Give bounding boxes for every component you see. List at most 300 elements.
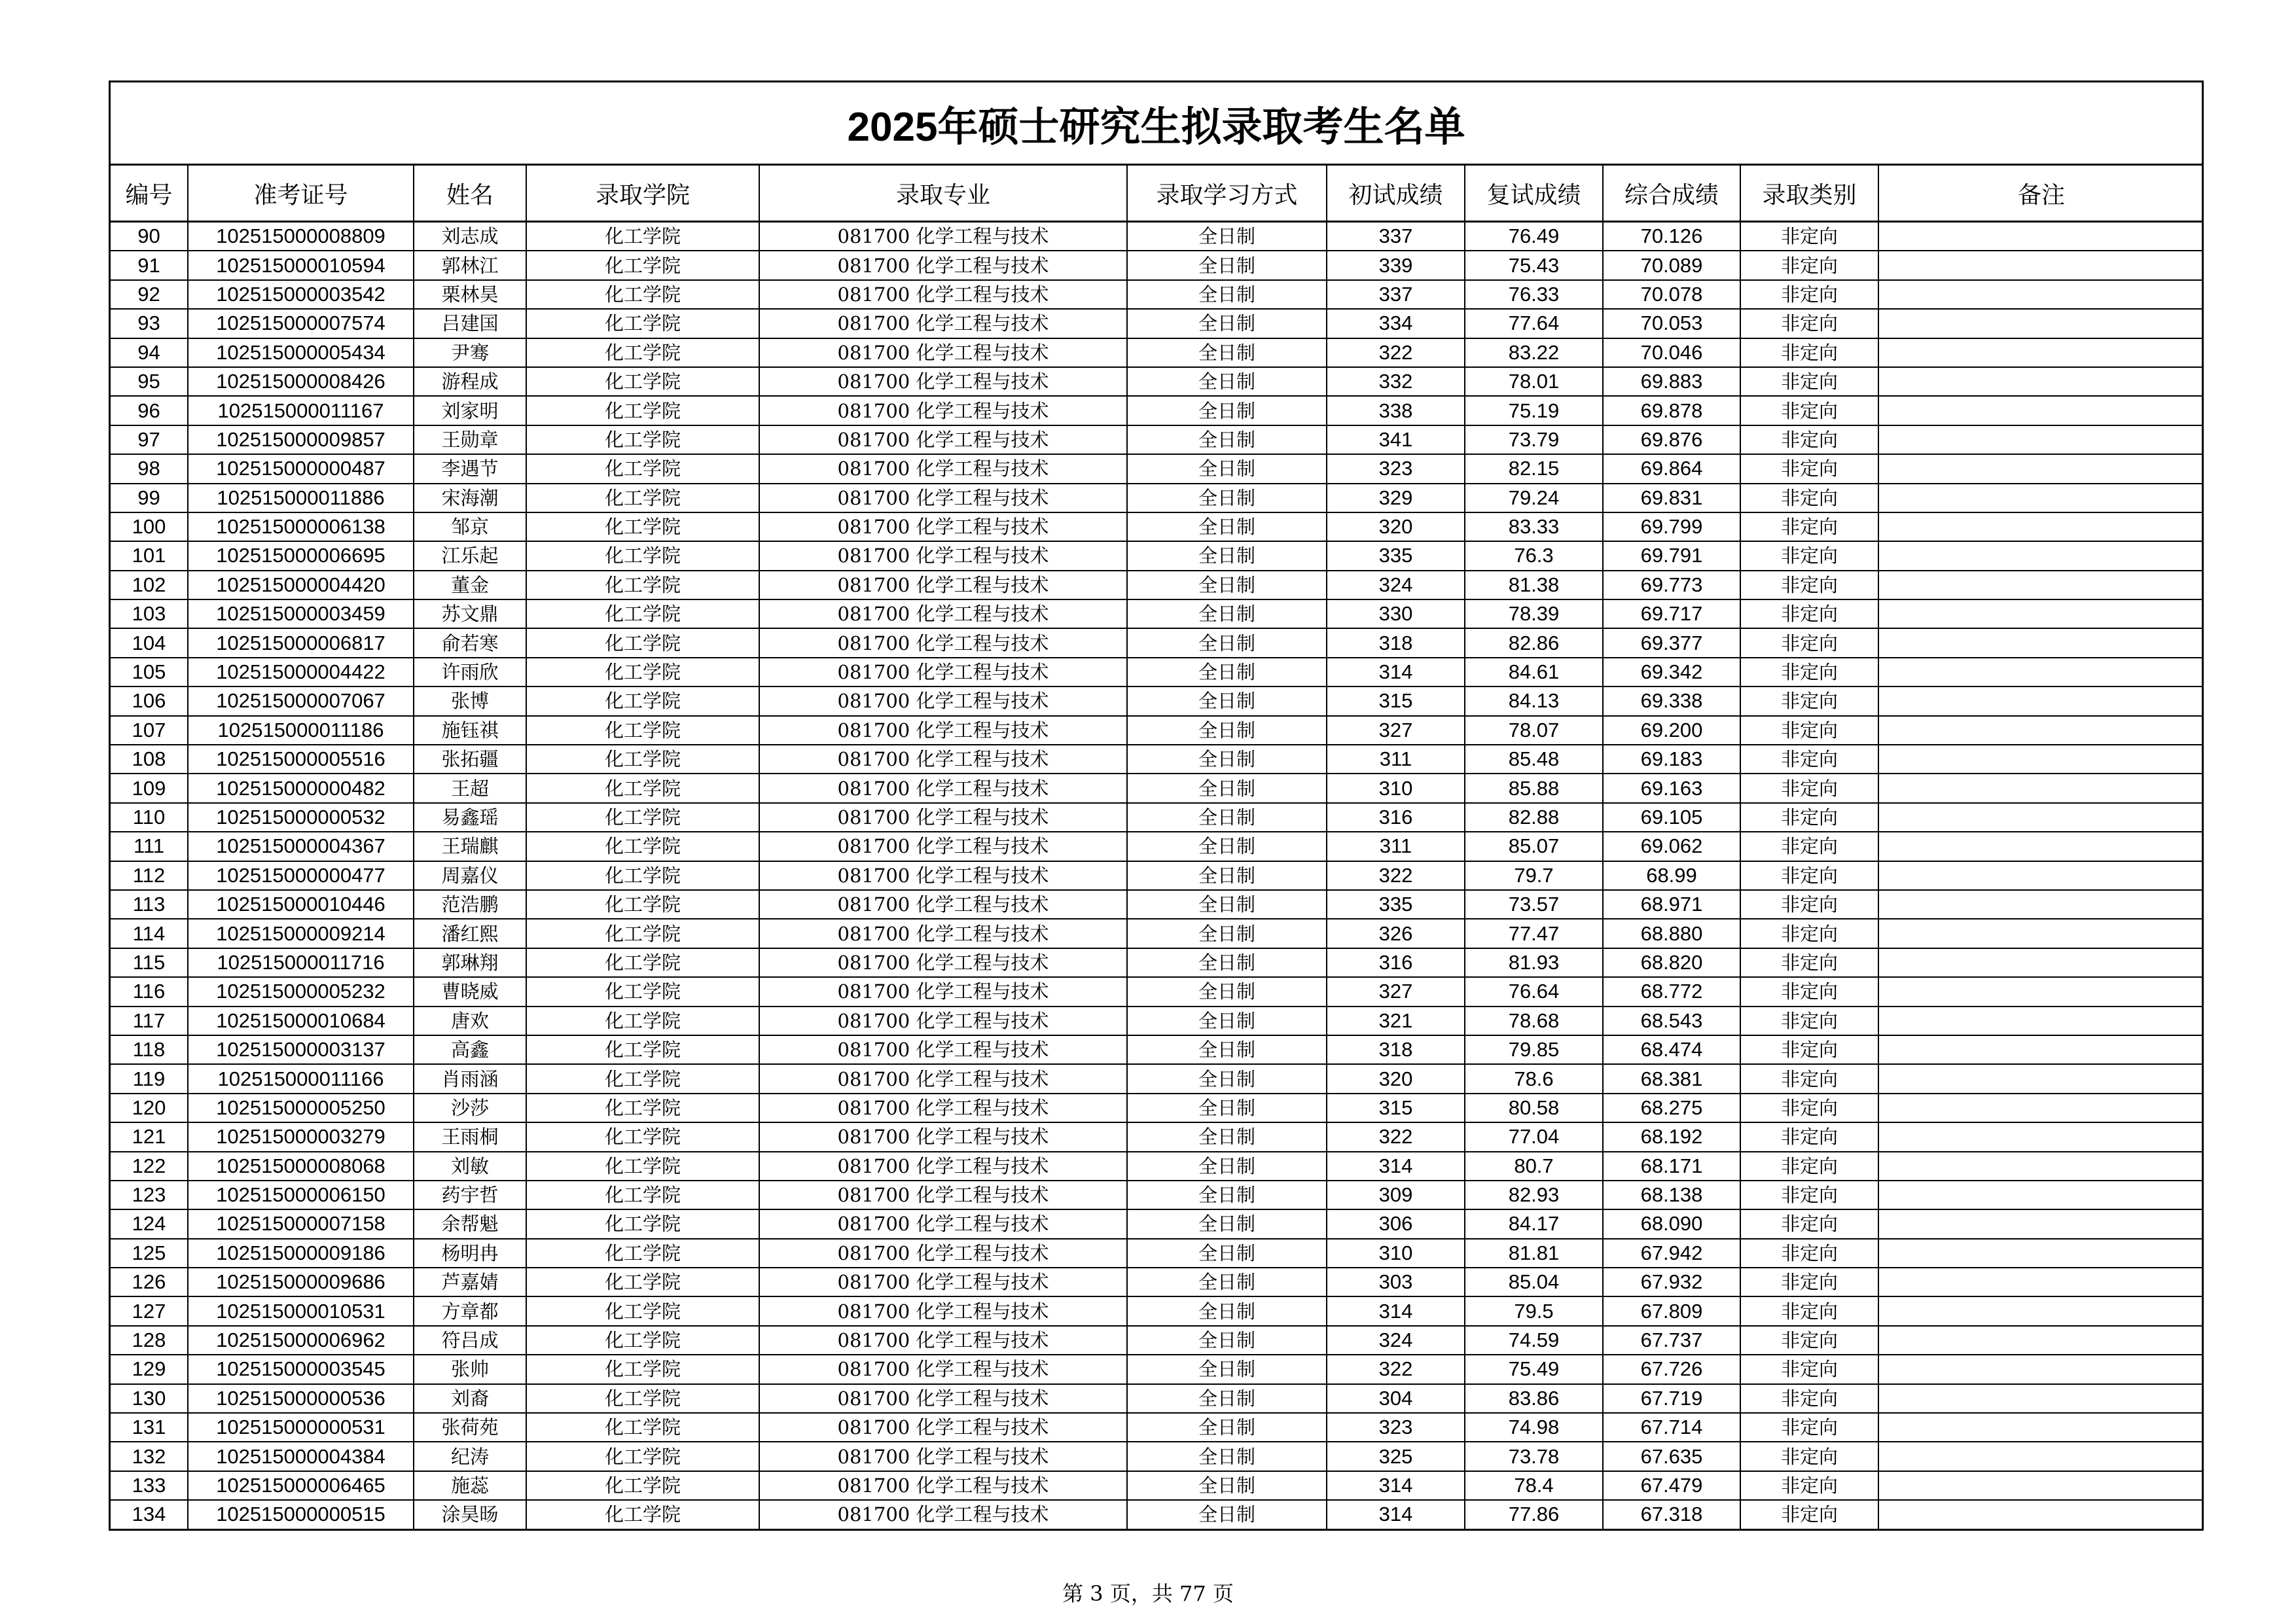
- cell-major: 081700 化学工程与技术: [759, 512, 1127, 541]
- cell-category: 非定向: [1740, 832, 1878, 861]
- cell-category: 非定向: [1740, 1122, 1878, 1151]
- table-row: [111, 1007, 2204, 1035]
- cell-category: 非定向: [1740, 1209, 1878, 1238]
- cell-name: 施蕊: [414, 1471, 526, 1500]
- cell-retest-score: 77.04: [1465, 1122, 1603, 1151]
- cell-id: 131: [111, 1413, 188, 1442]
- cell-study-mode: 全日制: [1127, 803, 1327, 832]
- cell-total-score: 68.772: [1603, 977, 1740, 1006]
- cell-exam-number: 102515000000515: [188, 1500, 414, 1528]
- cell-retest-score: 83.22: [1465, 338, 1603, 367]
- cell-exam-number: 102515000006817: [188, 628, 414, 657]
- cell-category: 非定向: [1740, 977, 1878, 1006]
- cell-remarks: [1878, 832, 2204, 861]
- cell-study-mode: 全日制: [1127, 1355, 1327, 1383]
- cell-category: 非定向: [1740, 571, 1878, 599]
- cell-college: 化工学院: [526, 1239, 759, 1268]
- cell-prelim-score: 335: [1327, 541, 1465, 570]
- header-col-college: 录取学院: [526, 166, 759, 222]
- cell-total-score: 67.737: [1603, 1326, 1740, 1355]
- cell-remarks: [1878, 1239, 2204, 1268]
- cell-remarks: [1878, 977, 2204, 1006]
- cell-study-mode: 全日制: [1127, 1413, 1327, 1442]
- cell-remarks: [1878, 1413, 2204, 1442]
- table-row: [111, 1471, 2204, 1500]
- cell-major: 081700 化学工程与技术: [759, 338, 1127, 367]
- cell-major: 081700 化学工程与技术: [759, 1296, 1127, 1325]
- cell-total-score: 67.726: [1603, 1355, 1740, 1383]
- cell-category: 非定向: [1740, 1413, 1878, 1442]
- cell-prelim-score: 337: [1327, 222, 1465, 251]
- cell-major: 081700 化学工程与技术: [759, 628, 1127, 657]
- cell-remarks: [1878, 1442, 2204, 1471]
- cell-major: 081700 化学工程与技术: [759, 774, 1127, 802]
- cell-remarks: [1878, 367, 2204, 396]
- cell-retest-score: 73.57: [1465, 890, 1603, 919]
- cell-category: 非定向: [1740, 1442, 1878, 1471]
- cell-name: 栗林昊: [414, 280, 526, 309]
- cell-retest-score: 78.39: [1465, 599, 1603, 628]
- cell-category: 非定向: [1740, 541, 1878, 570]
- cell-retest-score: 83.33: [1465, 512, 1603, 541]
- cell-name: 吕建国: [414, 309, 526, 338]
- cell-major: 081700 化学工程与技术: [759, 454, 1127, 483]
- cell-name: 王超: [414, 774, 526, 802]
- cell-total-score: 70.089: [1603, 251, 1740, 279]
- cell-name: 张荷苑: [414, 1413, 526, 1442]
- table-row: [111, 919, 2204, 948]
- cell-college: 化工学院: [526, 948, 759, 977]
- cell-retest-score: 75.43: [1465, 251, 1603, 279]
- cell-id: 105: [111, 658, 188, 687]
- cell-study-mode: 全日制: [1127, 628, 1327, 657]
- cell-exam-number: 102515000010594: [188, 251, 414, 279]
- cell-name: 苏文鼎: [414, 599, 526, 628]
- cell-college: 化工学院: [526, 658, 759, 687]
- cell-id: 114: [111, 919, 188, 948]
- table-row: [111, 309, 2204, 338]
- cell-remarks: [1878, 1326, 2204, 1355]
- cell-prelim-score: 323: [1327, 1413, 1465, 1442]
- cell-prelim-score: 322: [1327, 338, 1465, 367]
- cell-prelim-score: 332: [1327, 367, 1465, 396]
- cell-remarks: [1878, 1122, 2204, 1151]
- cell-major: 081700 化学工程与技术: [759, 919, 1127, 948]
- cell-remarks: [1878, 658, 2204, 687]
- cell-name: 潘红熙: [414, 919, 526, 948]
- cell-category: 非定向: [1740, 1355, 1878, 1383]
- cell-exam-number: 102515000011716: [188, 948, 414, 977]
- cell-study-mode: 全日制: [1127, 1471, 1327, 1500]
- cell-college: 化工学院: [526, 774, 759, 802]
- cell-prelim-score: 310: [1327, 774, 1465, 802]
- cell-major: 081700 化学工程与技术: [759, 803, 1127, 832]
- cell-prelim-score: 316: [1327, 803, 1465, 832]
- cell-study-mode: 全日制: [1127, 687, 1327, 715]
- cell-name: 芦嘉婧: [414, 1268, 526, 1296]
- table-row: [111, 280, 2204, 309]
- cell-id: 120: [111, 1094, 188, 1122]
- cell-total-score: 69.377: [1603, 628, 1740, 657]
- cell-retest-score: 79.24: [1465, 484, 1603, 512]
- table-row: [111, 832, 2204, 861]
- cell-college: 化工学院: [526, 251, 759, 279]
- cell-study-mode: 全日制: [1127, 280, 1327, 309]
- cell-total-score: 67.479: [1603, 1471, 1740, 1500]
- cell-prelim-score: 330: [1327, 599, 1465, 628]
- header-col-total-score: 综合成绩: [1603, 166, 1740, 222]
- cell-category: 非定向: [1740, 1064, 1878, 1093]
- cell-category: 非定向: [1740, 251, 1878, 279]
- cell-name: 郭琳翔: [414, 948, 526, 977]
- cell-retest-score: 82.15: [1465, 454, 1603, 483]
- cell-study-mode: 全日制: [1127, 512, 1327, 541]
- cell-category: 非定向: [1740, 658, 1878, 687]
- cell-total-score: 70.053: [1603, 309, 1740, 338]
- table-row: [111, 1122, 2204, 1151]
- cell-name: 沙莎: [414, 1094, 526, 1122]
- cell-major: 081700 化学工程与技术: [759, 1152, 1127, 1181]
- cell-category: 非定向: [1740, 425, 1878, 454]
- cell-retest-score: 80.7: [1465, 1152, 1603, 1181]
- table-row: [111, 687, 2204, 715]
- cell-college: 化工学院: [526, 425, 759, 454]
- cell-category: 非定向: [1740, 1384, 1878, 1413]
- cell-major: 081700 化学工程与技术: [759, 1094, 1127, 1122]
- cell-id: 115: [111, 948, 188, 977]
- cell-name: 郭林江: [414, 251, 526, 279]
- cell-retest-score: 85.04: [1465, 1268, 1603, 1296]
- cell-college: 化工学院: [526, 1500, 759, 1528]
- cell-study-mode: 全日制: [1127, 861, 1327, 890]
- cell-exam-number: 102515000006465: [188, 1471, 414, 1500]
- cell-id: 111: [111, 832, 188, 861]
- cell-study-mode: 全日制: [1127, 1094, 1327, 1122]
- cell-prelim-score: 321: [1327, 1007, 1465, 1035]
- cell-retest-score: 81.81: [1465, 1239, 1603, 1268]
- cell-name: 邹京: [414, 512, 526, 541]
- cell-category: 非定向: [1740, 1239, 1878, 1268]
- cell-major: 081700 化学工程与技术: [759, 1007, 1127, 1035]
- cell-name: 高鑫: [414, 1035, 526, 1064]
- cell-remarks: [1878, 251, 2204, 279]
- cell-major: 081700 化学工程与技术: [759, 425, 1127, 454]
- cell-name: 刘敏: [414, 1152, 526, 1181]
- cell-category: 非定向: [1740, 1500, 1878, 1528]
- header-col-category: 录取类别: [1740, 166, 1878, 222]
- cell-remarks: [1878, 1094, 2204, 1122]
- cell-total-score: 68.275: [1603, 1094, 1740, 1122]
- cell-total-score: 69.342: [1603, 658, 1740, 687]
- cell-id: 92: [111, 280, 188, 309]
- cell-id: 98: [111, 454, 188, 483]
- table-row: [111, 367, 2204, 396]
- cell-study-mode: 全日制: [1127, 1209, 1327, 1238]
- cell-id: 95: [111, 367, 188, 396]
- cell-college: 化工学院: [526, 571, 759, 599]
- cell-major: 081700 化学工程与技术: [759, 1442, 1127, 1471]
- cell-exam-number: 102515000000536: [188, 1384, 414, 1413]
- cell-major: 081700 化学工程与技术: [759, 658, 1127, 687]
- cell-study-mode: 全日制: [1127, 658, 1327, 687]
- cell-remarks: [1878, 484, 2204, 512]
- cell-category: 非定向: [1740, 1007, 1878, 1035]
- table-row: [111, 1384, 2204, 1413]
- cell-prelim-score: 326: [1327, 919, 1465, 948]
- table-row: [111, 1413, 2204, 1442]
- cell-major: 081700 化学工程与技术: [759, 1239, 1127, 1268]
- table-row: [111, 599, 2204, 628]
- table-row: [111, 222, 2204, 251]
- cell-name: 余帮魁: [414, 1209, 526, 1238]
- table-row: [111, 1239, 2204, 1268]
- cell-name: 许雨欣: [414, 658, 526, 687]
- cell-study-mode: 全日制: [1127, 1122, 1327, 1151]
- cell-remarks: [1878, 599, 2204, 628]
- cell-retest-score: 75.49: [1465, 1355, 1603, 1383]
- cell-college: 化工学院: [526, 1442, 759, 1471]
- cell-category: 非定向: [1740, 948, 1878, 977]
- cell-id: 90: [111, 222, 188, 251]
- cell-prelim-score: 322: [1327, 1122, 1465, 1151]
- cell-exam-number: 102515000009686: [188, 1268, 414, 1296]
- cell-retest-score: 73.78: [1465, 1442, 1603, 1471]
- cell-id: 103: [111, 599, 188, 628]
- cell-exam-number: 102515000006695: [188, 541, 414, 570]
- cell-id: 113: [111, 890, 188, 919]
- cell-total-score: 67.932: [1603, 1268, 1740, 1296]
- cell-id: 112: [111, 861, 188, 890]
- cell-major: 081700 化学工程与技术: [759, 861, 1127, 890]
- cell-study-mode: 全日制: [1127, 1064, 1327, 1093]
- cell-study-mode: 全日制: [1127, 454, 1327, 483]
- cell-college: 化工学院: [526, 745, 759, 774]
- cell-name: 张博: [414, 687, 526, 715]
- cell-remarks: [1878, 338, 2204, 367]
- cell-major: 081700 化学工程与技术: [759, 1500, 1127, 1528]
- table-row: [111, 1326, 2204, 1355]
- cell-total-score: 68.171: [1603, 1152, 1740, 1181]
- cell-exam-number: 102515000009857: [188, 425, 414, 454]
- cell-category: 非定向: [1740, 861, 1878, 890]
- cell-retest-score: 84.13: [1465, 687, 1603, 715]
- cell-category: 非定向: [1740, 803, 1878, 832]
- cell-major: 081700 化学工程与技术: [759, 309, 1127, 338]
- cell-prelim-score: 316: [1327, 948, 1465, 977]
- cell-college: 化工学院: [526, 309, 759, 338]
- cell-name: 纪涛: [414, 1442, 526, 1471]
- cell-college: 化工学院: [526, 1209, 759, 1238]
- cell-exam-number: 102515000005232: [188, 977, 414, 1006]
- cell-id: 116: [111, 977, 188, 1006]
- cell-retest-score: 85.07: [1465, 832, 1603, 861]
- cell-total-score: 68.381: [1603, 1064, 1740, 1093]
- cell-major: 081700 化学工程与技术: [759, 571, 1127, 599]
- cell-remarks: [1878, 745, 2204, 774]
- cell-category: 非定向: [1740, 338, 1878, 367]
- cell-exam-number: 102515000008068: [188, 1152, 414, 1181]
- cell-name: 符吕成: [414, 1326, 526, 1355]
- cell-study-mode: 全日制: [1127, 1152, 1327, 1181]
- cell-name: 杨明冉: [414, 1239, 526, 1268]
- cell-exam-number: 102515000010531: [188, 1296, 414, 1325]
- table-row: [111, 1064, 2204, 1093]
- cell-remarks: [1878, 1296, 2204, 1325]
- cell-id: 130: [111, 1384, 188, 1413]
- cell-id: 94: [111, 338, 188, 367]
- cell-prelim-score: 327: [1327, 977, 1465, 1006]
- cell-major: 081700 化学工程与技术: [759, 222, 1127, 251]
- cell-exam-number: 102515000004422: [188, 658, 414, 687]
- cell-remarks: [1878, 280, 2204, 309]
- cell-college: 化工学院: [526, 1122, 759, 1151]
- cell-id: 96: [111, 396, 188, 425]
- table-row: [111, 716, 2204, 745]
- cell-major: 081700 化学工程与技术: [759, 977, 1127, 1006]
- cell-id: 106: [111, 687, 188, 715]
- table-row: [111, 1355, 2204, 1383]
- cell-prelim-score: 322: [1327, 1355, 1465, 1383]
- cell-major: 081700 化学工程与技术: [759, 541, 1127, 570]
- cell-name: 周嘉仪: [414, 861, 526, 890]
- cell-retest-score: 84.17: [1465, 1209, 1603, 1238]
- cell-prelim-score: 310: [1327, 1239, 1465, 1268]
- cell-major: 081700 化学工程与技术: [759, 396, 1127, 425]
- cell-study-mode: 全日制: [1127, 890, 1327, 919]
- cell-college: 化工学院: [526, 338, 759, 367]
- table-row: [111, 1500, 2204, 1528]
- cell-prelim-score: 339: [1327, 251, 1465, 279]
- cell-college: 化工学院: [526, 599, 759, 628]
- cell-college: 化工学院: [526, 1152, 759, 1181]
- cell-study-mode: 全日制: [1127, 541, 1327, 570]
- cell-college: 化工学院: [526, 919, 759, 948]
- cell-prelim-score: 311: [1327, 745, 1465, 774]
- cell-prelim-score: 334: [1327, 309, 1465, 338]
- cell-study-mode: 全日制: [1127, 832, 1327, 861]
- cell-major: 081700 化学工程与技术: [759, 832, 1127, 861]
- cell-total-score: 68.543: [1603, 1007, 1740, 1035]
- cell-exam-number: 102515000005516: [188, 745, 414, 774]
- cell-total-score: 69.717: [1603, 599, 1740, 628]
- cell-prelim-score: 324: [1327, 1326, 1465, 1355]
- cell-remarks: [1878, 1209, 2204, 1238]
- cell-exam-number: 102515000009214: [188, 919, 414, 948]
- cell-college: 化工学院: [526, 832, 759, 861]
- cell-name: 尹骞: [414, 338, 526, 367]
- cell-major: 081700 化学工程与技术: [759, 1355, 1127, 1383]
- cell-remarks: [1878, 1500, 2204, 1528]
- cell-retest-score: 74.98: [1465, 1413, 1603, 1442]
- cell-study-mode: 全日制: [1127, 251, 1327, 279]
- cell-study-mode: 全日制: [1127, 1384, 1327, 1413]
- cell-total-score: 70.078: [1603, 280, 1740, 309]
- cell-college: 化工学院: [526, 484, 759, 512]
- cell-major: 081700 化学工程与技术: [759, 367, 1127, 396]
- cell-college: 化工学院: [526, 1007, 759, 1035]
- cell-name: 王瑞麒: [414, 832, 526, 861]
- cell-exam-number: 102515000005434: [188, 338, 414, 367]
- cell-name: 刘家明: [414, 396, 526, 425]
- cell-retest-score: 77.47: [1465, 919, 1603, 948]
- cell-id: 125: [111, 1239, 188, 1268]
- cell-retest-score: 79.5: [1465, 1296, 1603, 1325]
- cell-total-score: 69.799: [1603, 512, 1740, 541]
- cell-major: 081700 化学工程与技术: [759, 251, 1127, 279]
- cell-college: 化工学院: [526, 1181, 759, 1209]
- cell-name: 李遇节: [414, 454, 526, 483]
- cell-category: 非定向: [1740, 1035, 1878, 1064]
- table-row: [111, 251, 2204, 279]
- header-col-remarks: 备注: [1878, 166, 2204, 222]
- cell-category: 非定向: [1740, 1094, 1878, 1122]
- cell-id: 91: [111, 251, 188, 279]
- cell-retest-score: 76.33: [1465, 280, 1603, 309]
- cell-major: 081700 化学工程与技术: [759, 1413, 1127, 1442]
- cell-exam-number: 102515000000482: [188, 774, 414, 802]
- cell-exam-number: 102515000004367: [188, 832, 414, 861]
- cell-prelim-score: 324: [1327, 571, 1465, 599]
- cell-exam-number: 102515000004384: [188, 1442, 414, 1471]
- table-row: [111, 1268, 2204, 1296]
- cell-category: 非定向: [1740, 774, 1878, 802]
- cell-college: 化工学院: [526, 977, 759, 1006]
- cell-category: 非定向: [1740, 745, 1878, 774]
- table-row: [111, 396, 2204, 425]
- cell-study-mode: 全日制: [1127, 1326, 1327, 1355]
- table-row: [111, 454, 2204, 483]
- cell-college: 化工学院: [526, 367, 759, 396]
- cell-name: 唐欢: [414, 1007, 526, 1035]
- cell-exam-number: 102515000011167: [188, 396, 414, 425]
- cell-major: 081700 化学工程与技术: [759, 745, 1127, 774]
- cell-remarks: [1878, 948, 2204, 977]
- cell-remarks: [1878, 1181, 2204, 1209]
- cell-retest-score: 82.88: [1465, 803, 1603, 832]
- cell-category: 非定向: [1740, 280, 1878, 309]
- cell-category: 非定向: [1740, 716, 1878, 745]
- cell-total-score: 68.192: [1603, 1122, 1740, 1151]
- cell-category: 非定向: [1740, 1471, 1878, 1500]
- cell-id: 100: [111, 512, 188, 541]
- cell-total-score: 69.876: [1603, 425, 1740, 454]
- cell-id: 93: [111, 309, 188, 338]
- cell-major: 081700 化学工程与技术: [759, 1181, 1127, 1209]
- cell-college: 化工学院: [526, 1064, 759, 1093]
- cell-id: 109: [111, 774, 188, 802]
- cell-prelim-score: 318: [1327, 1035, 1465, 1064]
- cell-id: 101: [111, 541, 188, 570]
- cell-category: 非定向: [1740, 309, 1878, 338]
- cell-major: 081700 化学工程与技术: [759, 687, 1127, 715]
- cell-retest-score: 76.3: [1465, 541, 1603, 570]
- cell-prelim-score: 323: [1327, 454, 1465, 483]
- cell-id: 102: [111, 571, 188, 599]
- cell-remarks: [1878, 1471, 2204, 1500]
- cell-remarks: [1878, 1035, 2204, 1064]
- cell-id: 121: [111, 1122, 188, 1151]
- cell-remarks: [1878, 1384, 2204, 1413]
- cell-exam-number: 102515000010446: [188, 890, 414, 919]
- cell-college: 化工学院: [526, 541, 759, 570]
- cell-name: 方章都: [414, 1296, 526, 1325]
- cell-id: 128: [111, 1326, 188, 1355]
- cell-college: 化工学院: [526, 1471, 759, 1500]
- cell-major: 081700 化学工程与技术: [759, 1384, 1127, 1413]
- cell-prelim-score: 315: [1327, 687, 1465, 715]
- cell-total-score: 70.046: [1603, 338, 1740, 367]
- cell-id: 97: [111, 425, 188, 454]
